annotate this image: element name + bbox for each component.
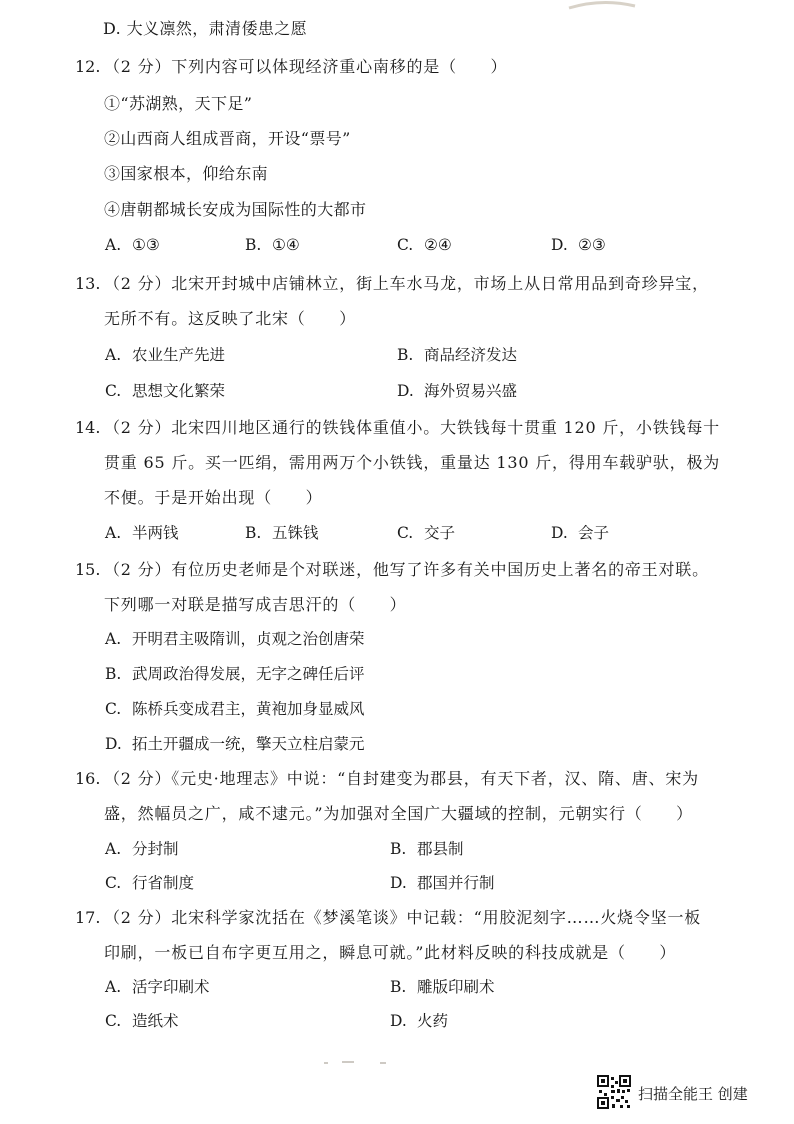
question-17-option-a: A. 活字印刷术 [105,978,210,996]
question-17-option-c: C. 造纸术 [105,1012,179,1030]
question-13-number: 13. [75,274,101,293]
question-17-stem-line-2: 印刷，一板已自布字更互用之，瞬息可就。”此材料反映的科技成就是（ ） [104,943,677,962]
question-16-option-c: C. 行省制度 [105,874,194,892]
question-14-option-b: B. 五铢钱 [245,524,319,542]
question-12-item-1: ①“苏湖熟，天下足” [104,94,253,113]
question-14-option-d: D. 会子 [551,524,609,542]
question-14-stem-line-1: （2 分）北宋四川地区通行的铁钱体重值小。大铁钱每十贯重 120 斤，小铁钱每十 [104,418,720,437]
question-12-stem: （2 分）下列内容可以体现经济重心南移的是（ ） [104,57,508,76]
question-17-option-d: D. 火药 [390,1012,448,1030]
question-14-stem-line-2: 贯重 65 斤。买一匹绢，需用两万个小铁钱，重量达 130 斤，得用车载驴驮，极为 [104,453,721,472]
question-13-stem-line-1: （2 分）北宋开封城中店铺林立，街上车水马龙，市场上从日常用品到奇珍异宝， [104,274,709,293]
option-d-previous-question: D. 大义凛然，肃清倭患之愿 [103,19,308,38]
question-12-number: 12. [75,57,101,76]
question-14-option-a: A. 半两钱 [105,524,179,542]
question-13-option-c: C. 思想文化繁荣 [105,382,225,400]
question-12-option-b: B. ①④ [245,236,300,254]
question-16-stem-line-1: （2 分）《元史·地理志》中说：“自封建变为郡县，有天下者，汉、隋、唐、宋为 [104,769,699,788]
question-17-number: 17. [75,908,101,927]
question-14-stem-line-3: 不便。于是开始出现（ ） [104,488,323,507]
question-13-option-b: B. 商品经济发达 [397,346,517,364]
question-12-item-4: ④唐朝都城长安成为国际性的大都市 [104,200,367,219]
scan-smudge [567,0,637,10]
question-13-option-d: D. 海外贸易兴盛 [397,382,517,400]
question-12-option-a: A. ①③ [105,236,160,254]
question-12-item-2: ②山西商人组成晋商，开设“票号” [104,129,351,148]
question-15-number: 15. [75,560,101,579]
question-17-option-b: B. 雕版印刷术 [390,978,495,996]
scanner-watermark-text: 扫描全能王 创建 [638,1085,748,1103]
page-footer-mark [320,1058,400,1066]
question-17-stem-line-1: （2 分）北宋科学家沈括在《梦溪笔谈》中记载：“用胶泥刻字……火烧令坚一板 [104,908,702,927]
question-16-option-a: A. 分封制 [105,840,179,858]
question-13-stem-line-2: 无所不有。这反映了北宋（ ） [104,309,357,328]
question-16-option-d: D. 郡国并行制 [390,874,495,892]
question-13-option-a: A. 农业生产先进 [105,346,225,364]
question-15-option-c: C. 陈桥兵变成君主，黄袍加身显威风 [105,700,365,718]
question-14-option-c: C. 交子 [397,524,455,542]
question-12-option-c: C. ②④ [397,236,452,254]
question-14-number: 14. [75,418,101,437]
question-15-stem-line-1: （2 分）有位历史老师是个对联迷，他写了许多有关中国历史上著名的帝王对联。 [104,560,709,579]
question-16-stem-line-2: 盛，然幅员之广，咸不逮元。”为加强对全国广大疆域的控制，元朝实行（ ） [104,804,693,823]
question-15-stem-line-2: 下列哪一对联是描写成吉思汗的（ ） [104,595,407,614]
question-15-option-a: A. 开明君主吸隋训，贞观之治创唐荣 [105,630,365,648]
question-16-option-b: B. 郡县制 [390,840,464,858]
question-16-number: 16. [75,769,101,788]
question-15-option-d: D. 拓土开疆成一统，擎天立柱启蒙元 [105,735,365,753]
question-15-option-b: B. 武周政治得发展，无字之碑任后评 [105,665,365,683]
question-12-option-d: D. ②③ [551,236,606,254]
question-12-item-3: ③国家根本，仰给东南 [104,164,269,183]
qr-code-icon [597,1075,631,1109]
